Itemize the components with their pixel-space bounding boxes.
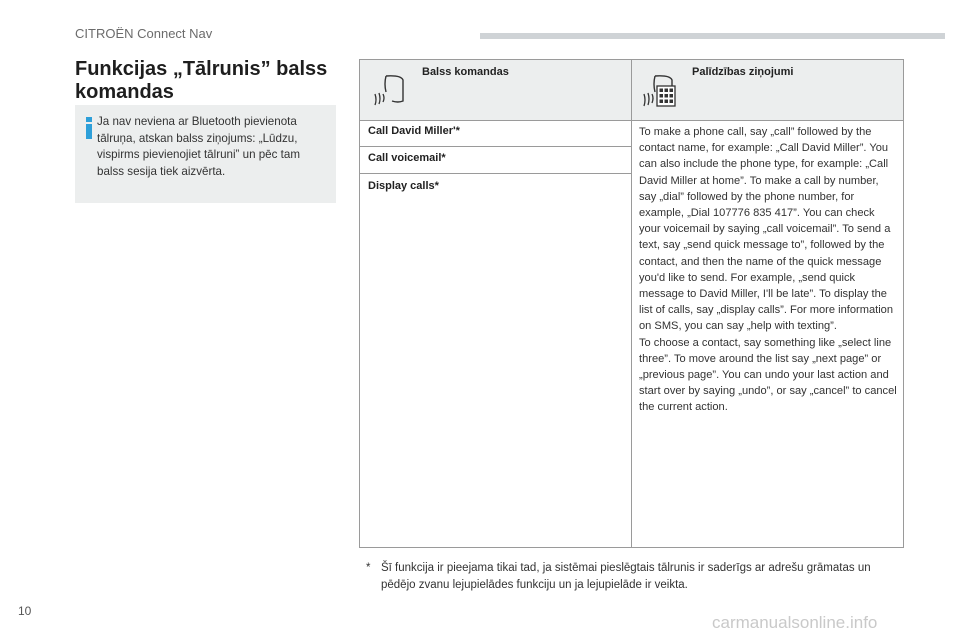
table-column-divider [631, 60, 632, 547]
help-messages-icon [641, 72, 677, 108]
voice-commands-table [359, 59, 904, 548]
command-call-voicemail: Call voicemail* [368, 152, 446, 164]
page-number: 10 [18, 604, 32, 618]
command-display-calls: Display calls* [368, 180, 439, 192]
info-note-box [75, 105, 336, 203]
info-icon [85, 117, 93, 139]
command-call-contact: Call David Miller'* [368, 125, 460, 137]
header-divider-bar [480, 33, 945, 39]
watermark: carmanualsonline.info [712, 613, 878, 632]
footnote-text: Šī funkcija ir pieejama tikai tad, ja sistēmai pieslēgtais tālrunis ir saderīgs ar adrešu grāmatas un pēdējo zvanu lejupielādes funkciju un ja lejupielāde ir veikta. [381, 562, 871, 591]
voice-command-icon [372, 72, 406, 106]
manual-header-title: CITROËN Connect Nav [75, 26, 213, 41]
info-note-text: Ja nav neviena ar Bluetooth pievienota tālruņa, atskan balss ziņojums: „Lūdzu, vispirms pievienojiet tālruni” un pēc tam balss sesija tiek aizvērta. [97, 115, 300, 178]
row-divider [360, 173, 631, 174]
section-title: Funkcijas „Tālrunis” balss komandas [75, 58, 328, 103]
help-message-text: To make a phone call, say „call” followed by the contact name, for example: „Call David Miller”. You can also include the phone type, for example: „Call David Miller at home”. To make a call by number, say „dial” followed by the phone number, for example, „Dial 107776 835 417”. You can check your voicemail by saying „call voicemail”. To send a text, say „send quick message to”, followed by the contact, and then the name of the quick message you'd like to send. For example, „send quick message to David Miller, I'll be late”. To display the list of calls, say „display calls”. For more information on SMS, you can say „help with texting”. To choose a contact, say something like „select line three”. To move around the list say „next page” or „previous page”. You can undo your last action and start over by saying „undo”, or say „cancel” to cancel the current action. [639, 126, 897, 414]
footnote-marker: * [366, 562, 371, 574]
row-divider [360, 146, 631, 147]
header-voice-commands: Balss komandas [422, 66, 509, 78]
header-help-messages: Palīdzības ziņojumi [692, 66, 794, 78]
